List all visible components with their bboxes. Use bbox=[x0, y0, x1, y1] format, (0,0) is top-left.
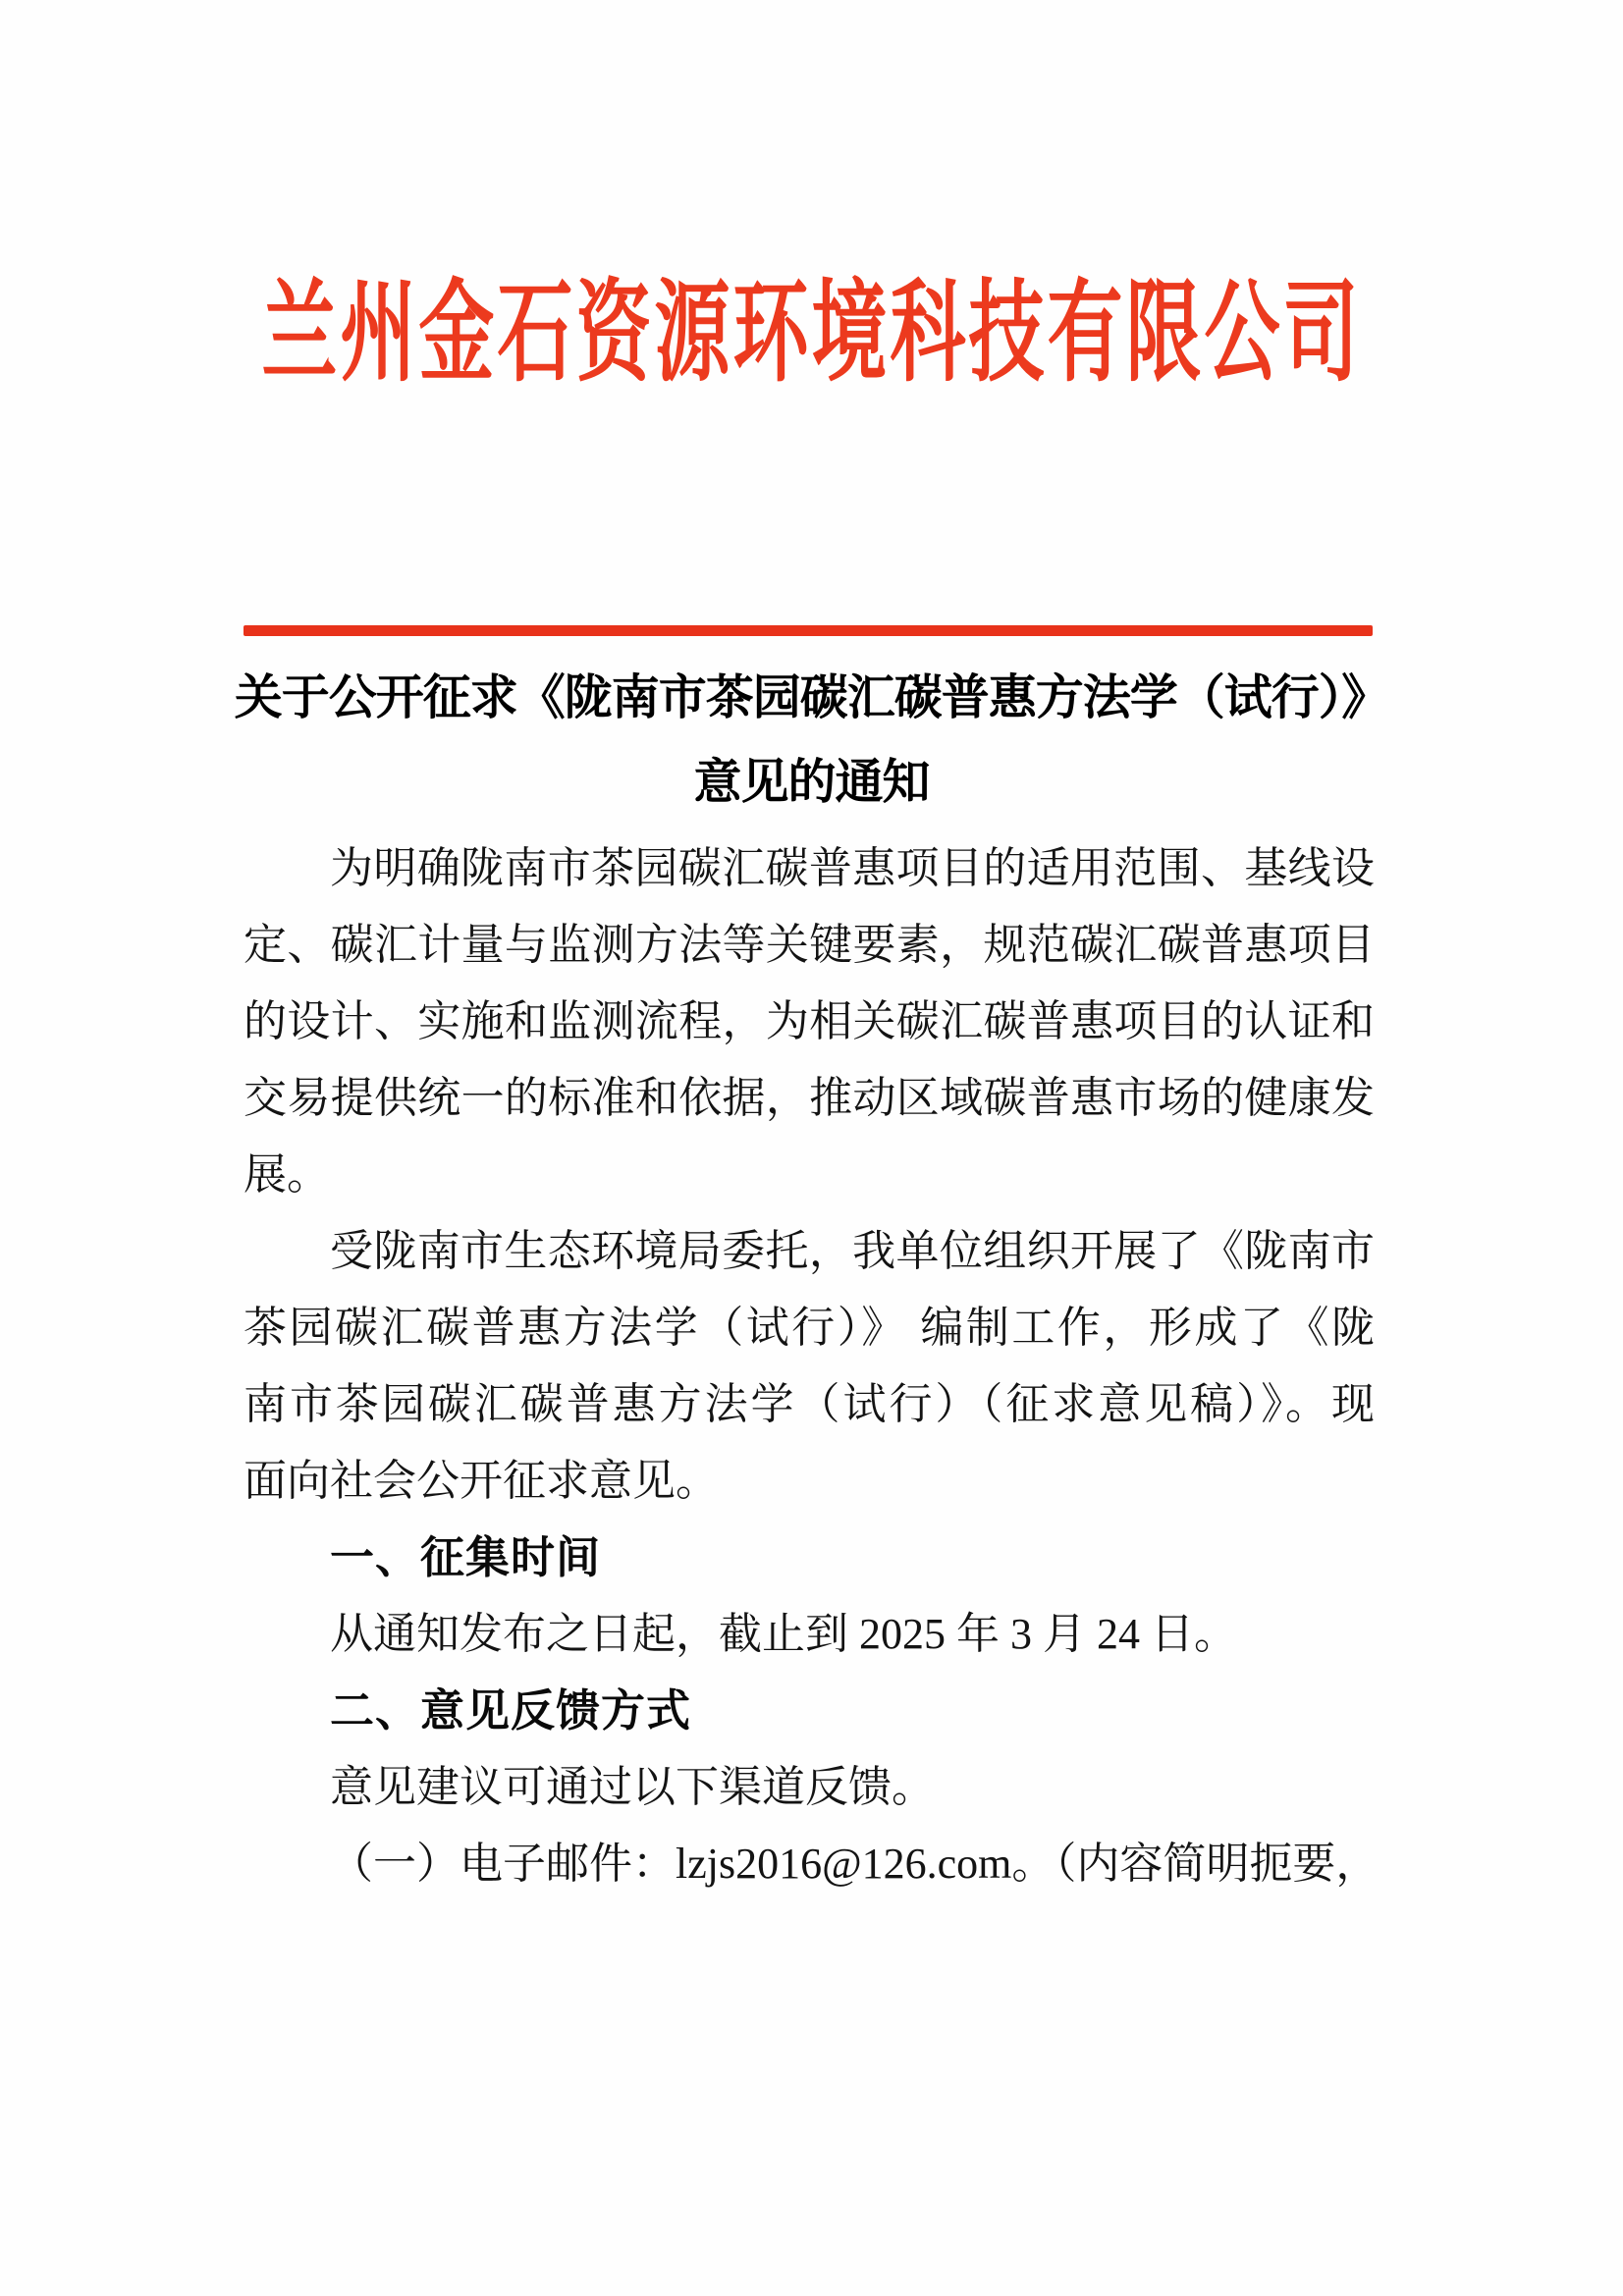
document-body bbox=[243, 830, 1380, 1902]
paragraph-line: 的设计、实施和监测流程，为相关碳汇碳普惠项目的认证和 bbox=[243, 997, 1375, 1045]
paragraph-line: 受陇南市生态环境局委托，我单位组织开展了《陇南市 bbox=[330, 1227, 1375, 1275]
paragraph-line: 定、碳汇计量与监测方法等关键要素，规范碳汇碳普惠项目 bbox=[243, 921, 1375, 969]
collection-deadline-line: 从通知发布之日起，截止到 2025 年 3 月 24 日。 bbox=[330, 1610, 1237, 1658]
paragraph-line: 为明确陇南市茶园碳汇碳普惠项目的适用范围、基线设 bbox=[330, 844, 1375, 892]
email-contact-line: （一）电子邮件：lzjs2016@126.com。（内容简明扼要， bbox=[330, 1840, 1380, 1888]
paragraph-line: 意见建议可通过以下渠道反馈。 bbox=[330, 1763, 935, 1811]
paragraph-line: 面向社会公开征求意见。 bbox=[243, 1457, 719, 1505]
document-title bbox=[147, 656, 1476, 825]
company-letterhead bbox=[0, 271, 1623, 396]
letterhead-divider-line bbox=[243, 625, 1373, 636]
paragraph-line: 茶园碳汇碳普惠方法学（试行）》 编制工作，形成了《陇 bbox=[243, 1304, 1375, 1352]
section-heading-feedback-method: 二、意见反馈方式 bbox=[330, 1685, 692, 1735]
section-heading-collection-time: 一、征集时间 bbox=[330, 1532, 602, 1582]
paragraph-line: 展。 bbox=[243, 1150, 330, 1199]
document-title-line-1: 关于公开征求《陇南市茶园碳汇碳普惠方法学（试行）》 bbox=[234, 670, 1389, 724]
paragraph-line: 交易提供统一的标准和依据，推动区域碳普惠市场的健康发 bbox=[243, 1074, 1375, 1122]
document-title-line-2: 意见的通知 bbox=[693, 755, 930, 809]
paragraph-line: 南市茶园碳汇碳普惠方法学（试行）（征求意见稿）》。现 bbox=[243, 1380, 1375, 1428]
company-name: 兰州金石资源环境科技有限公司 bbox=[261, 271, 1362, 396]
